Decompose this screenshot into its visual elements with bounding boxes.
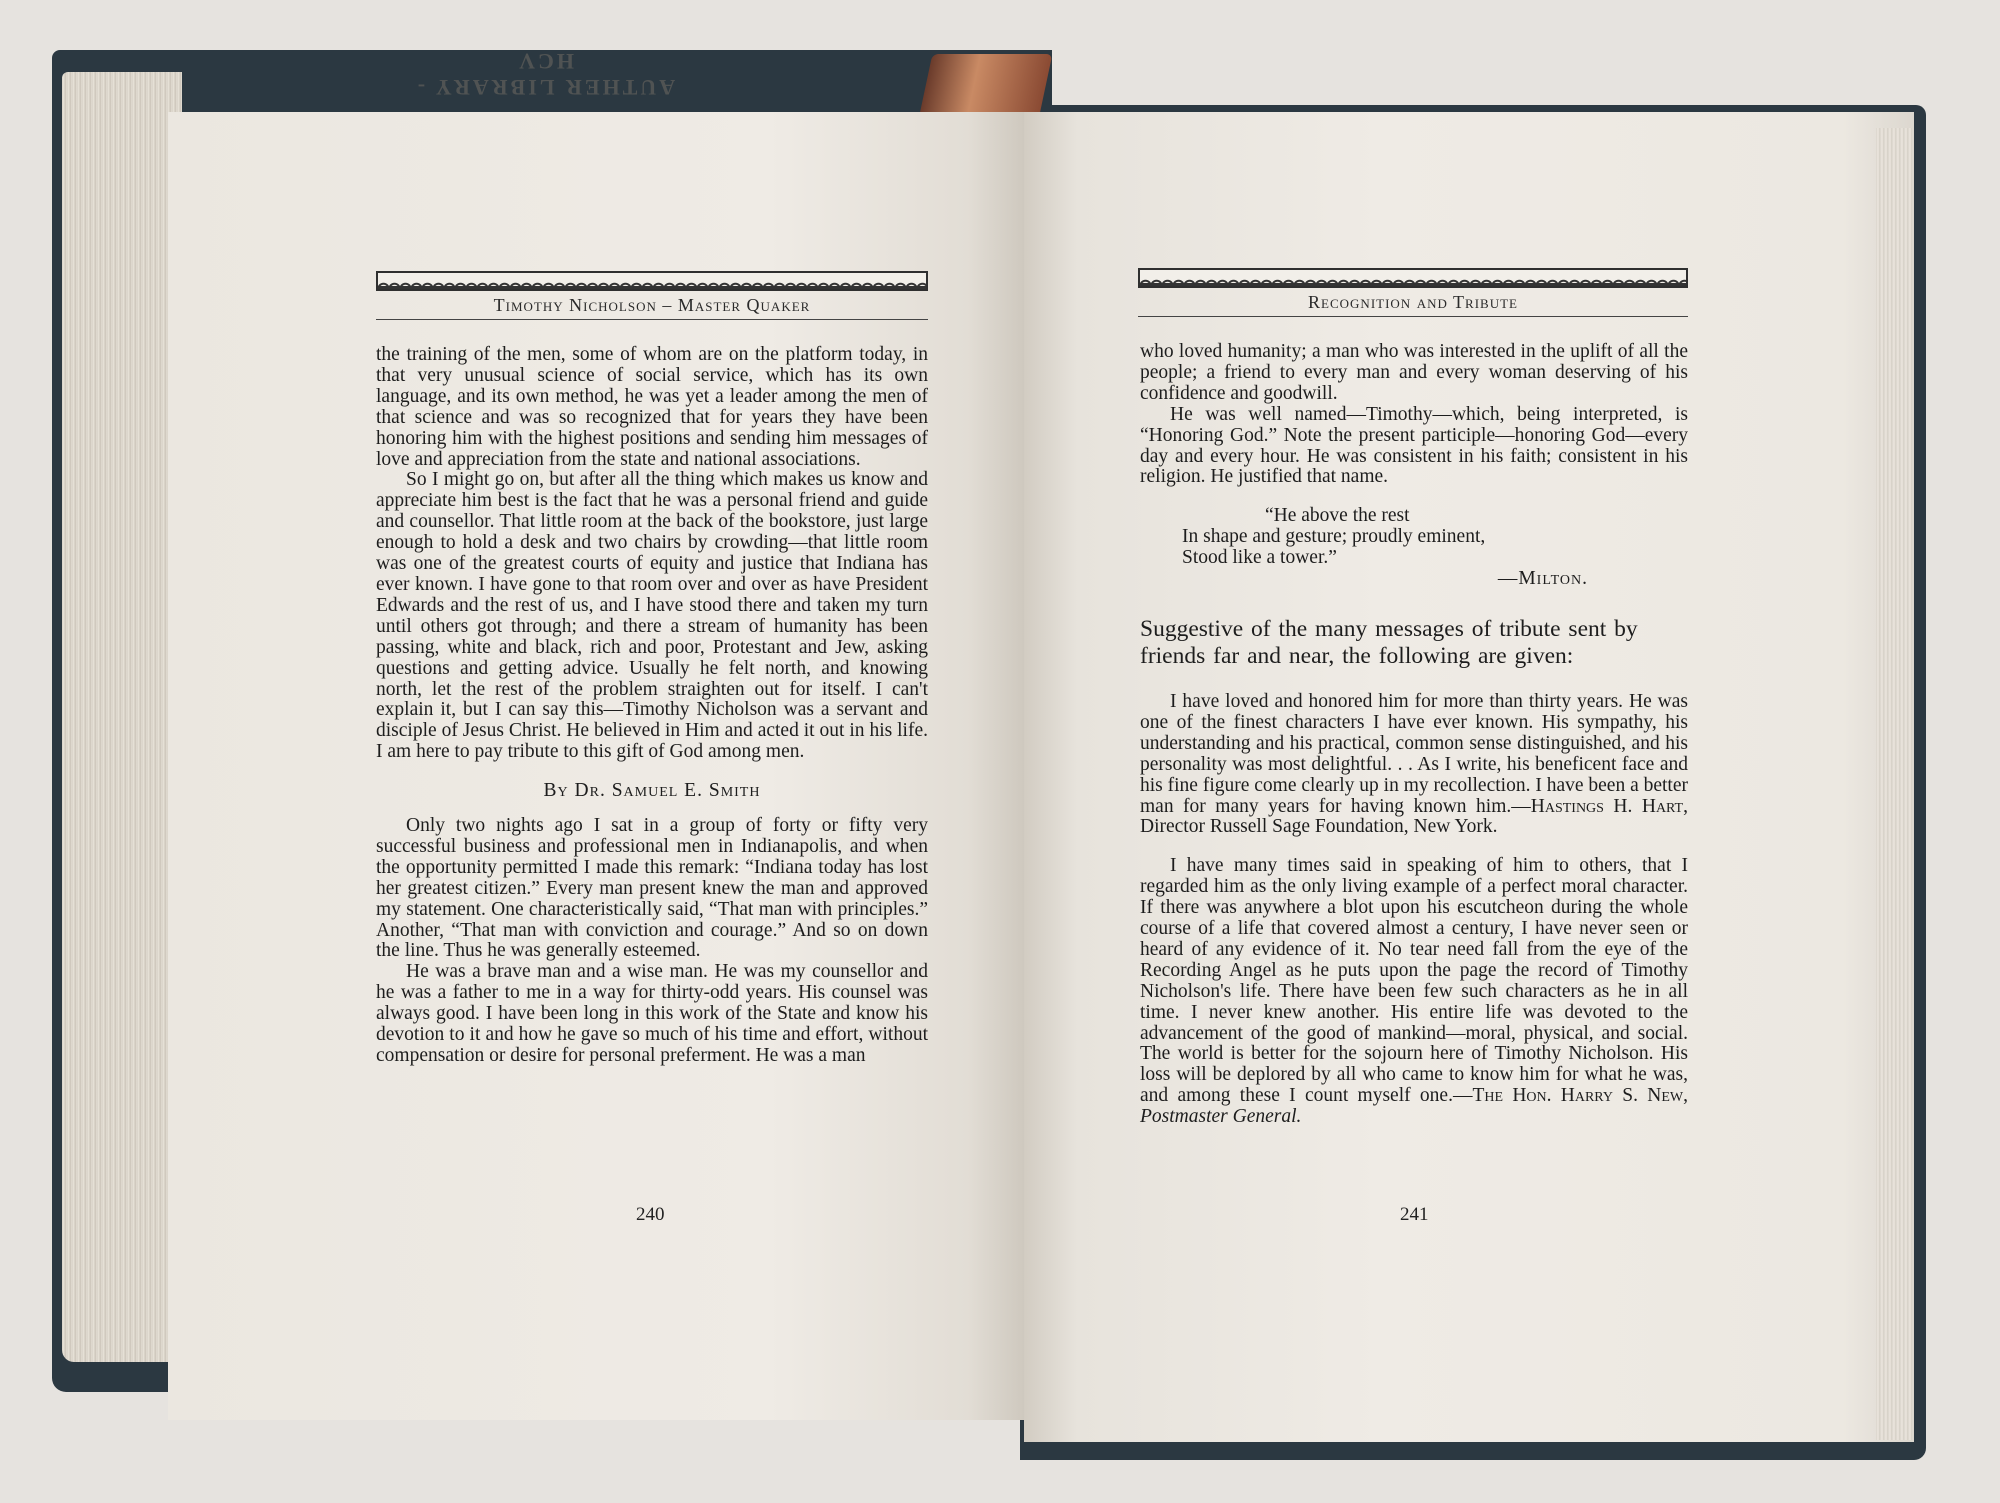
paragraph: the training of the men, some of whom are on the platform today, in that very unusual science of social service, which has its own language, and its own method, he was yet a leader among the men of that science and was so recognized that for years they have been honoring him with the highest positions and sending him messages of love and appreciation from the state and national associations. <box>376 344 928 470</box>
quote-author: —The Hon. Harry S. New, <box>1452 1085 1689 1107</box>
poem-quote <box>1140 506 1688 590</box>
quote-text: I have loved and honored him for more than thirty years. He was one of the finest characters I have ever known. His sympathy, his understanding and his practical, common sense distinguished, and his personality was most delightful. . . As I write, his beneficent face and his fine figure come clearly up in my recollection. I have been a better man for many years for having known him. <box>1140 690 1688 817</box>
paragraph: He was well named—Timothy—which, being interpreted, is “Honoring God.” Note the present participle—honoring God—every day and every hour. He was consistent in his faith; consistent in his religion. He justified that name. <box>1140 403 1688 488</box>
ornament-rule <box>1138 268 1688 288</box>
right-page-number: 241 <box>1400 1204 1429 1225</box>
byline: By Dr. Samuel E. Smith <box>543 780 761 802</box>
quote-text: I have many times said in speaking of him to others, that I regarded him as the only living example of a perfect moral character. If there was anywhere a blot upon his escutcheon during the whole course of a life that covered almost a century, I have never seen or heard of any evidence of it. No tear need fall from the eye of the Recording Angel as he puts upon the page the record of Timothy Nicholson's life. There have been few such characters as he in all time. I never knew another. His entire life was devoted to the advancement of the good of mankind—moral, physical, and social. The world is better for the sojourn here of Timothy Nicholson. His loss will be deplored by all who came to know him for what he was, and among these I count myself one. <box>1140 855 1688 1107</box>
tribute-quote <box>1140 692 1688 838</box>
right-running-title: Recognition and Tribute <box>1138 288 1688 317</box>
poem-attribution: —Milton. <box>1497 568 1588 590</box>
right-page-text <box>1140 342 1688 1128</box>
left-page-number: 240 <box>636 1204 665 1225</box>
right-running-head <box>1138 268 1688 317</box>
quote-affiliation: Director Russell Sage Foundation, New York. <box>1140 816 1498 838</box>
tribute-quote <box>1140 856 1688 1128</box>
poem-line: In shape and gesture; proudly eminent, <box>1182 526 1486 548</box>
edge-stamp: AUTHER LIBRARY - HCV <box>414 49 676 100</box>
left-page-text <box>376 345 928 1067</box>
quote-author: —Hastings H. Hart, <box>1511 795 1688 817</box>
section-intro: Suggestive of the many messages of tribute sent by friends far and near, the following are given: <box>1140 615 1638 669</box>
paragraph: Only two nights ago I sat in a group of forty or fifty very successful business and professional men in Indianapolis, and when the opportunity permitted I made this remark: “Indiana today has lost her greatest citizen.” Every man present knew the man and approved my statement. One characteristically said, “That man with principles.” Another, “That man with conviction and courage.” And so on down the line. Thus he was generally esteemed. <box>376 815 928 962</box>
paragraph: So I might go on, but after all the thing which makes us know and appreciate him best is the fact that he was a personal friend and guide and counsellor. That little room at the back of the bookstore, just large enough to hold a desk and two chairs by crowding—that little room was one of the greatest courts of equity and justice that Indiana has ever known. I have gone to that room over and over as have President Edwards and the rest of us, and I have stood there and taken my turn until others got through; and there a stream of humanity has been passing, white and black, rich and poor, Protestant and Jew, asking questions and getting advice. Usually he felt north, and knowing north, let the rest of the problem straighten out for itself. I can't explain it, but I can say this—Timothy Nicholson was a servant and disciple of Jesus Christ. He believed in Him and acted it out in his life. I am here to pay tribute to this gift of God among men. <box>376 469 928 763</box>
poem-line: Stood like a tower.” <box>1182 547 1337 569</box>
right-page-edges <box>1876 128 1912 1440</box>
ornament-rule <box>376 271 928 291</box>
page-edges <box>62 72 182 1362</box>
left-running-head <box>376 271 928 320</box>
paragraph: He was a brave man and a wise man. He was my counsellor and he was a father to me in a way for thirty-odd years. His counsel was always good. I have been long in this work of the State and know his devotion to it and how he gave so much of his time and effort, without compensation or desire for personal preferment. He was a man <box>376 961 928 1066</box>
paragraph: who loved humanity; a man who was interested in the uplift of all the people; a friend to every man and every woman deserving of his confidence and goodwill. <box>1140 341 1688 404</box>
poem-line: “He above the rest <box>1265 505 1410 527</box>
quote-affiliation: Postmaster General. <box>1140 1106 1302 1128</box>
left-running-title: Timothy Nicholson – Master Quaker <box>376 291 928 320</box>
